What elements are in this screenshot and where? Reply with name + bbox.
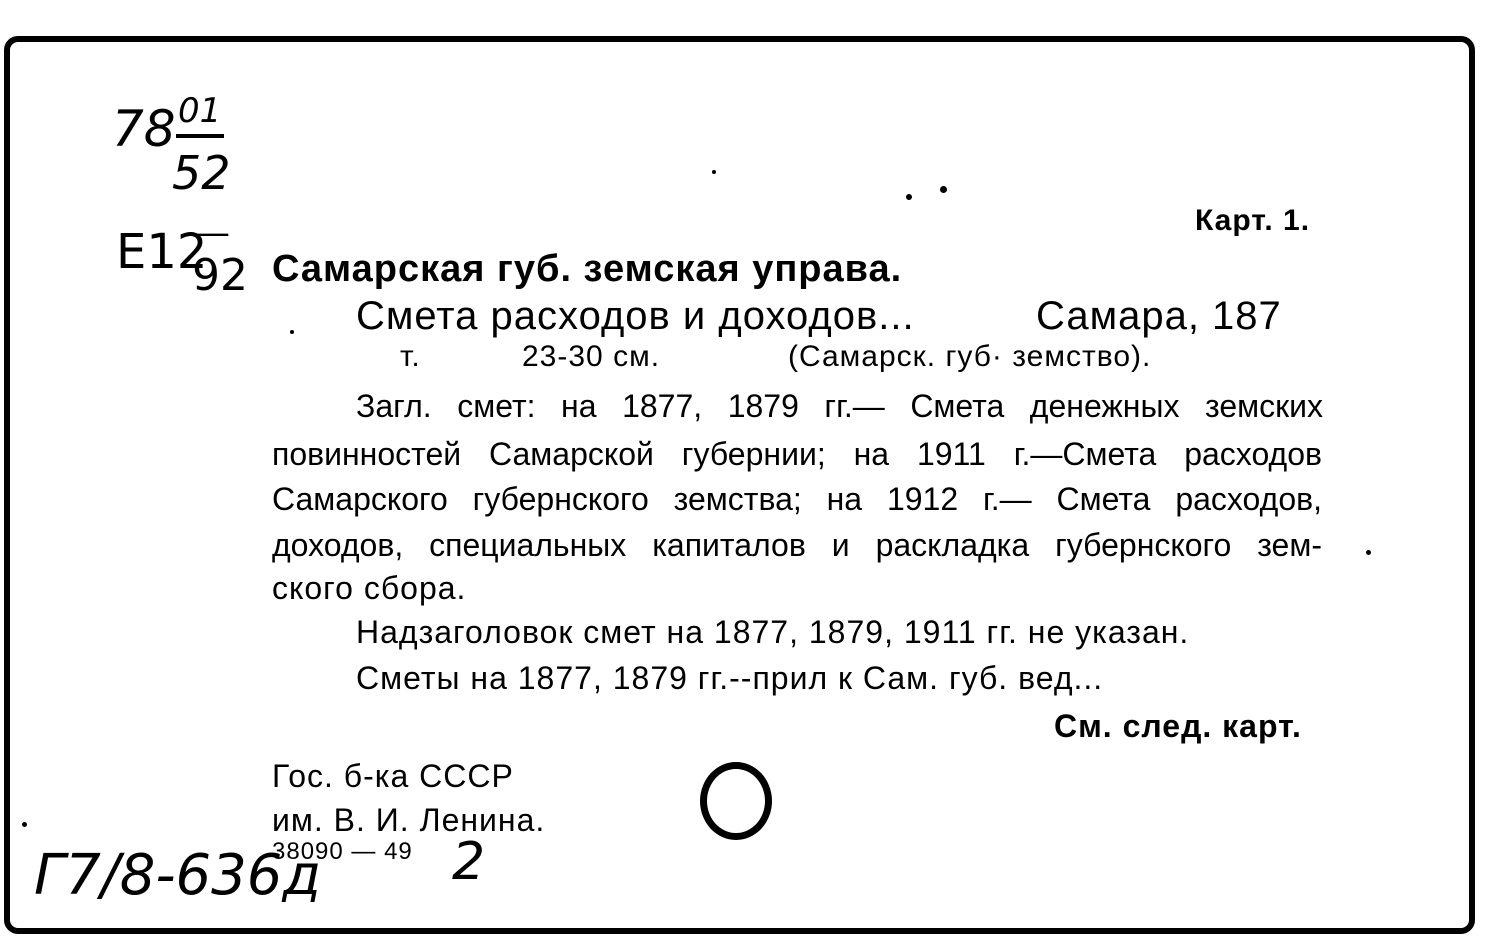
speck [906, 194, 912, 200]
author-heading: Самарская губ. земская управа. [272, 248, 903, 290]
volume: т. [400, 340, 421, 373]
library-line-2: им. В. И. Ленина. [272, 802, 546, 838]
library-line-1: Гос. б-ка СССР [272, 758, 514, 794]
classification-code-denominator: 92 [192, 250, 248, 301]
handwritten-bottom-code: Г7/8-636д [34, 843, 322, 908]
note-line-5: ского сбора. [272, 570, 467, 606]
classification-code-numerator: — [196, 213, 230, 253]
shelf-mark-fraction-line [176, 134, 224, 138]
hole-punch-circle [700, 762, 772, 840]
speck [290, 330, 294, 334]
speck [712, 170, 716, 174]
shelf-mark-top: 78 [112, 100, 176, 158]
title: Смета расходов и доходов... [356, 294, 915, 338]
note-3: Сметы на 1877, 1879 гг.--прил к Сам. губ. вед... [356, 660, 1104, 696]
note-line-3: Самарского губернского земства; на 1912 г.— Смета расходов, [272, 481, 1322, 517]
size: 23-30 см. [522, 340, 661, 373]
note-line-1: Загл. смет: на 1877, 1879 гг.— Смета денежных земских [356, 388, 1323, 424]
note-2: Надзаголовок смет на 1877, 1879, 1911 гг. не указан. [356, 614, 1190, 650]
note-line-4: доходов, специальных капиталов и раскладка губернского зем- [272, 527, 1322, 563]
speck [22, 822, 27, 827]
see-next-card: См. след. карт. [1054, 708, 1302, 744]
classification-code: E12 [116, 224, 208, 280]
shelf-mark-numerator: 01 [178, 91, 222, 131]
place-year: Самара, 187 [1036, 294, 1282, 338]
series: (Самарск. губ· земство). [788, 340, 1152, 373]
card-number: Карт. 1. [1195, 204, 1311, 237]
note-line-2: повинностей Самарской губернии; на 1911 г.—Смета расходов [272, 436, 1322, 472]
handwritten-bottom-suffix: 2 [452, 832, 486, 892]
shelf-mark-denominator: 52 [172, 146, 231, 200]
speck [1366, 550, 1371, 555]
print-number: 38090 — 49 [272, 838, 413, 865]
speck [940, 186, 947, 193]
